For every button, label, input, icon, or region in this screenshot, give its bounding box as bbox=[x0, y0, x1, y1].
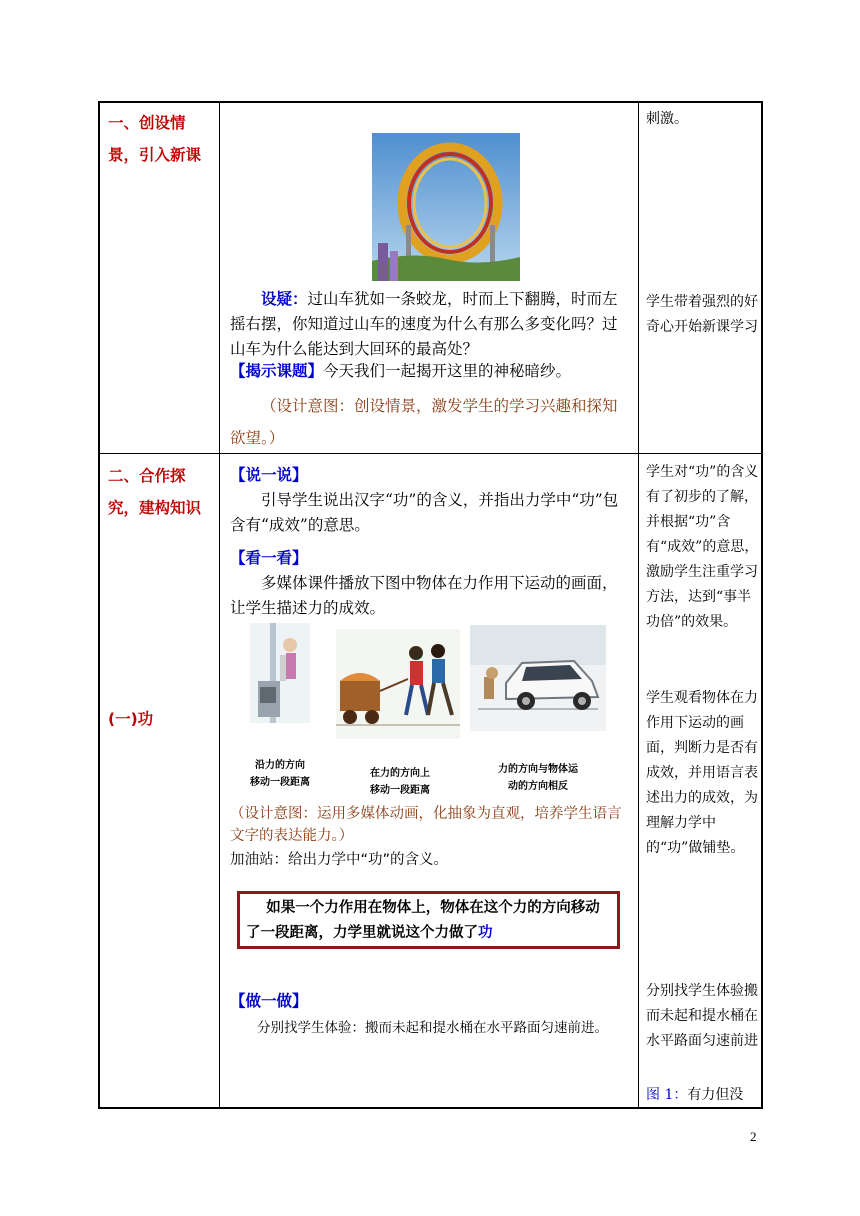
say-heading: 【说一说】 bbox=[230, 466, 308, 484]
design-intent-text: （设计意图：创设情景，激发学生的学习兴趣和探知欲望。） bbox=[230, 397, 618, 447]
figure-1-label: 图 1： bbox=[646, 1087, 688, 1103]
caption-1-line-1: 沿力的方向 bbox=[255, 760, 305, 771]
caption-figure-1 bbox=[240, 757, 320, 791]
caption-3-line-1: 力的方向与物体运 bbox=[498, 764, 578, 775]
say-paragraph bbox=[230, 488, 630, 538]
look-paragraph bbox=[230, 571, 630, 621]
do-heading: 【做一做】 bbox=[230, 992, 308, 1010]
definition-text: 如果一个力作用在物体上，物体在这个力的方向移动了一段距离，力学里就说这个力做了 bbox=[246, 900, 600, 941]
question-paragraph bbox=[230, 287, 630, 362]
definition-key: 功 bbox=[478, 925, 493, 941]
question-text: 过山车犹如一条蛟龙，时而上下翻腾，时而左摇右摆，你知道过山车的速度为什么有那么多变化吗？过山车为什么能达到大回环的最高处？ bbox=[230, 290, 618, 358]
do-paragraph bbox=[230, 1017, 630, 1040]
reveal-text: 今天我们一起揭开这里的神秘暗纱。 bbox=[323, 362, 572, 380]
caption-2-line-1: 在力的方向上 bbox=[370, 768, 430, 779]
roller-coaster-picture bbox=[372, 133, 520, 281]
design-intent-explore: （设计意图：运用多媒体动画，化抽象为直观，培养学生语言文字的表达能力。） bbox=[230, 806, 622, 844]
sub-title-work: (一)功 bbox=[108, 710, 154, 728]
say-text: 引导学生说出汉字“功”的含义，并指出力学中“功”包含有“成效”的意思。 bbox=[230, 491, 619, 534]
notes-intro-2: 学生带着强烈的好奇心开始新课学习 bbox=[646, 294, 758, 335]
notes-explore-3: 分别找学生体验搬而未起和提水桶在水平路面匀速前进 bbox=[646, 983, 758, 1049]
column-divider bbox=[219, 103, 220, 1107]
look-heading: 【看一看】 bbox=[230, 549, 308, 567]
roller-coaster-loop-icon bbox=[372, 133, 520, 281]
caption-figure-3 bbox=[488, 761, 588, 795]
do-text: 分别找学生体验：搬而未起和提水桶在水平路面匀速前进。 bbox=[257, 1020, 608, 1036]
notes-explore-2: 学生观看物体在力作用下运动的画面，判断力是否有成效，并用语言表述出力的成效，为理解力学中的“功”做铺垫。 bbox=[646, 690, 758, 856]
children-pulling-cart-icon bbox=[336, 629, 460, 739]
lesson-table bbox=[98, 101, 763, 1109]
column-divider bbox=[638, 103, 639, 1107]
section-title-intro: 一、创设情景，引入新课 bbox=[108, 114, 202, 164]
caption-2-line-2: 移动一段距离 bbox=[370, 785, 430, 796]
look-text: 多媒体课件播放下图中物体在力作用下运动的画面，让学生描述力的成效。 bbox=[230, 574, 618, 617]
notes-explore-1: 学生对“功”的含义有了初步的了解，并根据“功”含有“成效”的意思，激励学生注重学习方法，达到“事半功倍”的效果。 bbox=[646, 464, 759, 630]
caption-figure-2 bbox=[350, 765, 450, 799]
design-intent-intro bbox=[230, 390, 630, 454]
definition-box bbox=[237, 891, 620, 949]
station-text: 加油站：给出力学中“功”的含义。 bbox=[230, 852, 449, 868]
car-braking-icon bbox=[470, 625, 606, 731]
caption-3-line-2: 动的方向相反 bbox=[508, 781, 568, 792]
lifting-bucket-icon bbox=[250, 623, 310, 723]
children-pulling-cart-picture bbox=[336, 629, 460, 739]
reveal-paragraph bbox=[230, 359, 630, 384]
figure-1-text: 有力但没 bbox=[687, 1087, 744, 1103]
car-braking-picture bbox=[470, 625, 606, 731]
lifting-bucket-picture bbox=[250, 623, 310, 723]
caption-1-line-2: 移动一段距离 bbox=[250, 777, 310, 788]
reveal-label: 【揭示课题】 bbox=[230, 362, 324, 380]
section-title-explore: 二、合作探究，建构知识 bbox=[108, 467, 202, 517]
question-label: 设疑： bbox=[261, 290, 308, 308]
figure-1-note bbox=[646, 1083, 762, 1108]
page-number: 2 bbox=[750, 1129, 757, 1144]
notes-intro-1: 刺激。 bbox=[646, 111, 688, 127]
